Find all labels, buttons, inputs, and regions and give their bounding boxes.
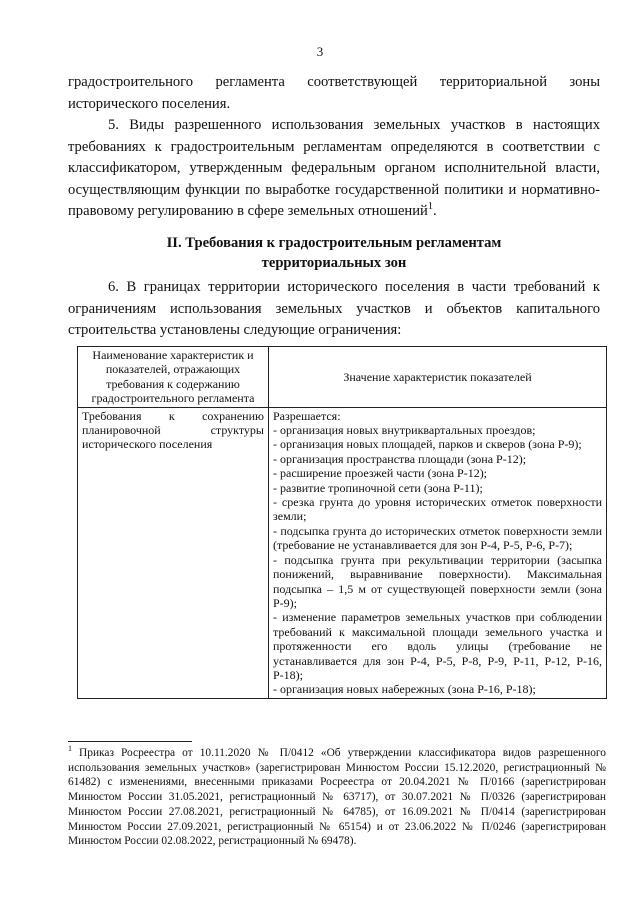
list-item: - срезка грунта до уровня исторических отметок поверхности земли;: [273, 495, 602, 524]
footnote-text: Приказ Росреестра от 10.11.2020 № П/0412 «Об утверждении классификатора видов разрешенного использования земельных участков» (зарегистрирован Минюстом России 15.12.2020, регистрационный № 61482) с изменениями, внесенными приказами Росреестра от 20.04.2021 № П/0166 (зарегистрирован Минюстом России 31.05.2021, регистрационный № 63717), от 30.07.2021 № П/0326 (зарегистрирован Минюстом России 27.08.2021, регистрационный № 64785), от 16.09.2021 № П/0414 (зарегистрирован Минюстом России 27.09.2021, регистрационный № 65154) и от 23.06.2022 № П/0246 (зарегистрирован Минюстом России 02.08.2022, регистрационный № 69478).: [68, 747, 606, 848]
section-heading: [68, 233, 600, 273]
paragraph-5: 5. Виды разрешенного использования земельных участков в настоящих требованиях к градостроительным регламентам определяются в соответствии с классификатором, утвержденным федеральным органом исполнительной власти, осуществляющим функции по выработке государственной политики и нормативно-правовому регулированию в сфере земельных отношений$^1$.: [68, 117, 600, 219]
paragraph-6: 6. В границах территории исторического поселения в части требований к ограничениям использования земельных участков и объектов капитального строительства установлены следующие ограничения:: [68, 279, 600, 338]
list-item: - изменение параметров земельных участков при соблюдении требований к максимальной площади земельного участка и протяженности его вдоль улицы (требование не устанавливается для зон Р-4, Р-5, Р-8, Р-9, Р-11, Р-12, Р-16, Р-18);: [273, 610, 602, 682]
table-cell-requirement: Требования к сохранению планировочной структуры исторического поселения: [78, 407, 269, 698]
table-header-value: Значение характеристик показателей: [269, 347, 607, 408]
table-header-row: [78, 347, 607, 408]
footnote-ref[interactable]: 1: [427, 201, 433, 213]
section-heading-line2: территориальных зон: [261, 255, 407, 271]
list-item: - подсыпка грунта при рекультивации территории (засыпка понижений, выравнивание поверхности). Максимальная подсыпка – 1,5 м от существующей поверхности земли (зона Р-9);: [273, 552, 602, 610]
table-row: [78, 407, 607, 698]
section-heading-line1: II. Требования к градостроительным регламентам: [166, 235, 502, 251]
paragraph-5-text: 5. Виды разрешенного использования земельных участков в настоящих требованиях к градостроительным регламентам определяются в соответствии с классификатором, утвержденным федеральным органом исполнительной власти, осуществляющим функции по выработке государственной политики и нормативно-правовому регулированию в сфере земельных отношений: [68, 117, 600, 219]
allowed-items-list: [273, 423, 602, 697]
list-item: - организация новых внутриквартальных проездов;: [273, 423, 536, 438]
table-cell-values: [269, 407, 607, 698]
list-item: - развитие тропиночной сети (зона Р-11);: [273, 480, 483, 495]
footnote-separator: [68, 741, 192, 742]
body-text: [68, 72, 600, 223]
table-header-characteristic: Наименование характеристик и показателей, отражающих требования к содержанию градостроительного регламента: [78, 347, 269, 408]
intro-continuation: градостроительного регламента соответствующей территориальной зоны исторического поселения.: [68, 74, 600, 112]
list-item: - подсыпка грунта до исторических отметок поверхности земли (требование не устанавливается для зон Р-4, Р-5, Р-6, Р-7);: [273, 523, 602, 553]
footnote-number: 1: [68, 744, 72, 754]
list-item: - расширение проезжей части (зона Р-12);: [273, 466, 488, 481]
list-item: - организация новых набережных (зона Р-16, Р-18);: [273, 682, 536, 697]
list-item: - организация пространства площади (зона Р-12);: [273, 451, 527, 466]
requirements-table: [77, 346, 607, 699]
allowed-intro: Разрешается:: [273, 408, 341, 423]
list-item: - организация новых площадей, парков и скверов (зона Р-9);: [273, 437, 582, 452]
page-number: 3: [316, 44, 324, 59]
footnote: [68, 746, 606, 849]
